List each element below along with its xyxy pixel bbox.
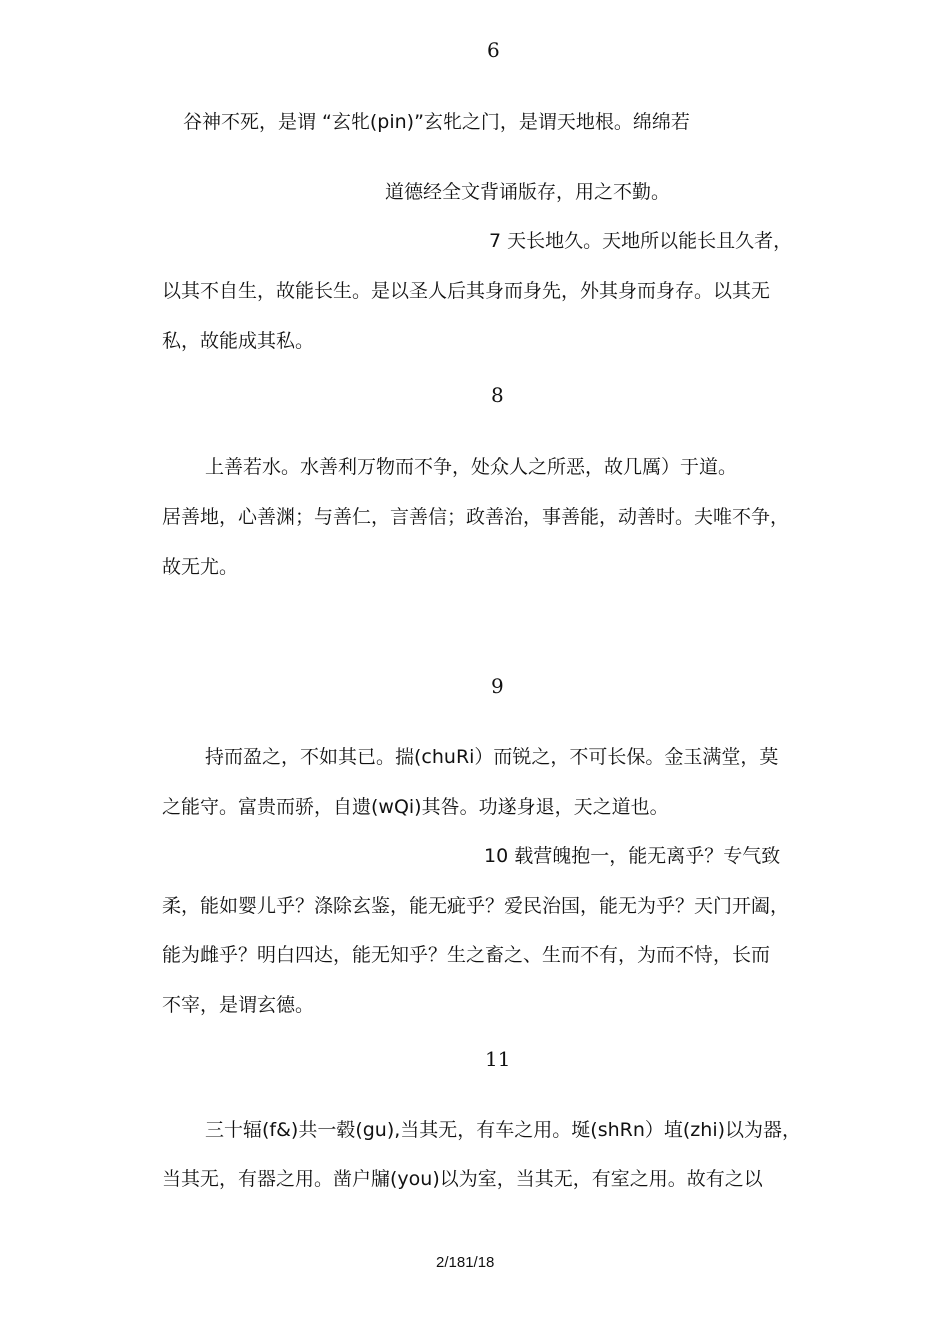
text-line: 以其不自生，故能长生。是以圣人后其身而身先，外其身而身存。以其无 — [162, 280, 771, 302]
text-line: 居善地，心善渊；与善仁，言善信；政善治，事善能，动善时。夫唯不争， — [162, 506, 790, 528]
section-number-9: 9 — [491, 674, 504, 698]
text-line: 当其无，有器之用。凿户牖(you)以为室，当其无，有室之用。故有之以 — [162, 1168, 763, 1190]
section-heading-7: 7 天长地久。天地所以能长且久者， — [489, 230, 793, 252]
text-line: 之能守。富贵而骄，自遗(wQi)其咎。功遂身退，天之道也。 — [162, 796, 669, 818]
section-number-11: 11 — [485, 1047, 511, 1071]
text-line: 故无尤。 — [162, 556, 239, 578]
section-heading-10: 10 载营魄抱一，能无离乎？专气致 — [484, 845, 781, 867]
text-line: 不宰，是谓玄德。 — [162, 994, 315, 1016]
text-line: 道德经全文背诵版存，用之不勤。 — [385, 181, 671, 203]
text-line: 上善若水。水善利万物而不争，处众人之所恶，故几厲）于道。 — [205, 456, 738, 478]
text-line: 能为雌乎？明白四达，能无知乎？生之畜之、生而不有，为而不恃，长而 — [162, 944, 771, 966]
section-number-6: 6 — [487, 38, 500, 62]
text-line: 私，故能成其私。 — [162, 330, 315, 352]
text-line: 三十辐(f&)共一毂(gu),当其无，有车之用。埏(shRn）埴(zhi)以为器， — [205, 1119, 802, 1141]
text-line: 谷神不死，是谓 “玄牝(pin)”玄牝之门，是谓天地根。绵绵若 — [183, 111, 690, 133]
text-line: 持而盈之，不如其已。揣(chuRi）而锐之，不可长保。金玉满堂，莫 — [205, 746, 779, 768]
section-number-8: 8 — [491, 383, 504, 407]
page-number: 2/181/18 — [436, 1254, 495, 1271]
text-line: 柔，能如婴儿乎？涤除玄鉴，能无疵乎？爱民治国，能无为乎？天门开阖， — [162, 895, 790, 917]
